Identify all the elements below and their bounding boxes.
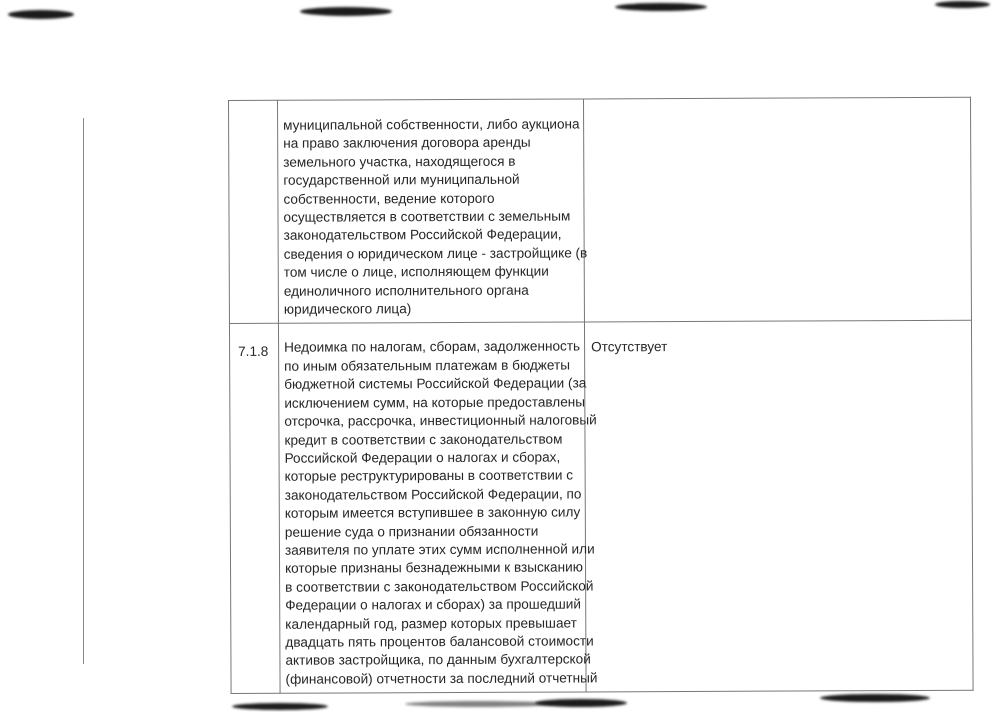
- description-line: по иным обязательным платежам в бюджеты: [284, 357, 571, 374]
- description-line: календарный год, размер которых превышает: [285, 615, 577, 632]
- scan-mark-top-1: [8, 10, 74, 19]
- row-number: 7.1.8: [238, 344, 269, 360]
- description-line: на право заключения договора аренды: [283, 135, 531, 152]
- description-line: в соответствии с законодательством Российской: [285, 578, 594, 595]
- row-value-cell: [583, 97, 971, 322]
- description-line: осуществляется в соответствии с земельным: [283, 208, 571, 225]
- description-line: том числе о лице, исполняющем функции: [283, 263, 549, 281]
- description-line: муниципальной собственности, либо аукциона: [283, 116, 580, 133]
- left-margin-line: [83, 118, 84, 664]
- table-row: [229, 97, 972, 324]
- scan-mark-top-2: [300, 7, 392, 16]
- row-number-cell: [229, 100, 279, 324]
- description-line: которые признаны безнадежными к взысканию: [285, 559, 583, 577]
- table-row: [229, 321, 973, 694]
- description-line: юридического лица): [283, 301, 412, 317]
- description-line: активов застройщика, по данным бухгалтерской: [285, 651, 591, 669]
- description-line: бюджетной системы Российской Федерации (за: [284, 375, 587, 393]
- scan-mark-bottom-3: [535, 699, 627, 707]
- description-line: двадцать пять процентов балансовой стоимости: [285, 633, 594, 650]
- document-table: [228, 97, 974, 694]
- description-line: которые реструктурированы в соответствии с: [284, 467, 574, 485]
- scan-mark-top-4: [935, 1, 990, 8]
- row-description-cell: [278, 99, 588, 324]
- row-value-cell: [584, 321, 973, 692]
- description-line: отсрочка, рассрочка, инвестиционный налоговый: [284, 412, 597, 429]
- description-line: исключением сумм, на которые предоставлены: [284, 394, 586, 411]
- description-line: заявителя по уплате этих сумм исполненной или: [284, 541, 595, 558]
- description-line: государственной или муниципальной: [283, 171, 520, 188]
- description-line: Недоимка по налогам, сборам, задолженность: [284, 338, 581, 356]
- description-line: законодательством Российской Федерации, по: [284, 486, 582, 503]
- description-line: земельного участка, находящегося в: [283, 153, 516, 170]
- description-line: собственности, ведение которого: [283, 190, 495, 207]
- row-value: Отсутствует: [591, 339, 668, 355]
- scan-mark-top-3: [615, 3, 707, 11]
- scan-mark-bottom-2: [405, 701, 555, 707]
- description-line: кредит в соответствии с законодательством: [284, 431, 563, 448]
- scan-mark-bottom-1: [232, 703, 328, 710]
- description-line: решение суда о признании обязанности: [284, 523, 539, 540]
- description-line: сведения о юридическом лице - застройщике (в: [283, 245, 588, 262]
- description-line: (финансовой) отчетности за последний отчетный: [285, 670, 598, 687]
- description-line: законодательством Российской Федерации,: [283, 226, 562, 244]
- scan-mark-bottom-4: [820, 694, 930, 702]
- description-line: Российской Федерации о налогах и сборах,: [284, 449, 561, 466]
- description-line: которым имеется вступившее в законную силу: [284, 504, 581, 521]
- row-description-cell: [278, 322, 598, 693]
- description-line: Федерации о налогах и сборах) за прошедший: [285, 596, 582, 613]
- row-number-cell: [229, 324, 280, 694]
- description-line: единоличного исполнительного органа: [283, 282, 529, 299]
